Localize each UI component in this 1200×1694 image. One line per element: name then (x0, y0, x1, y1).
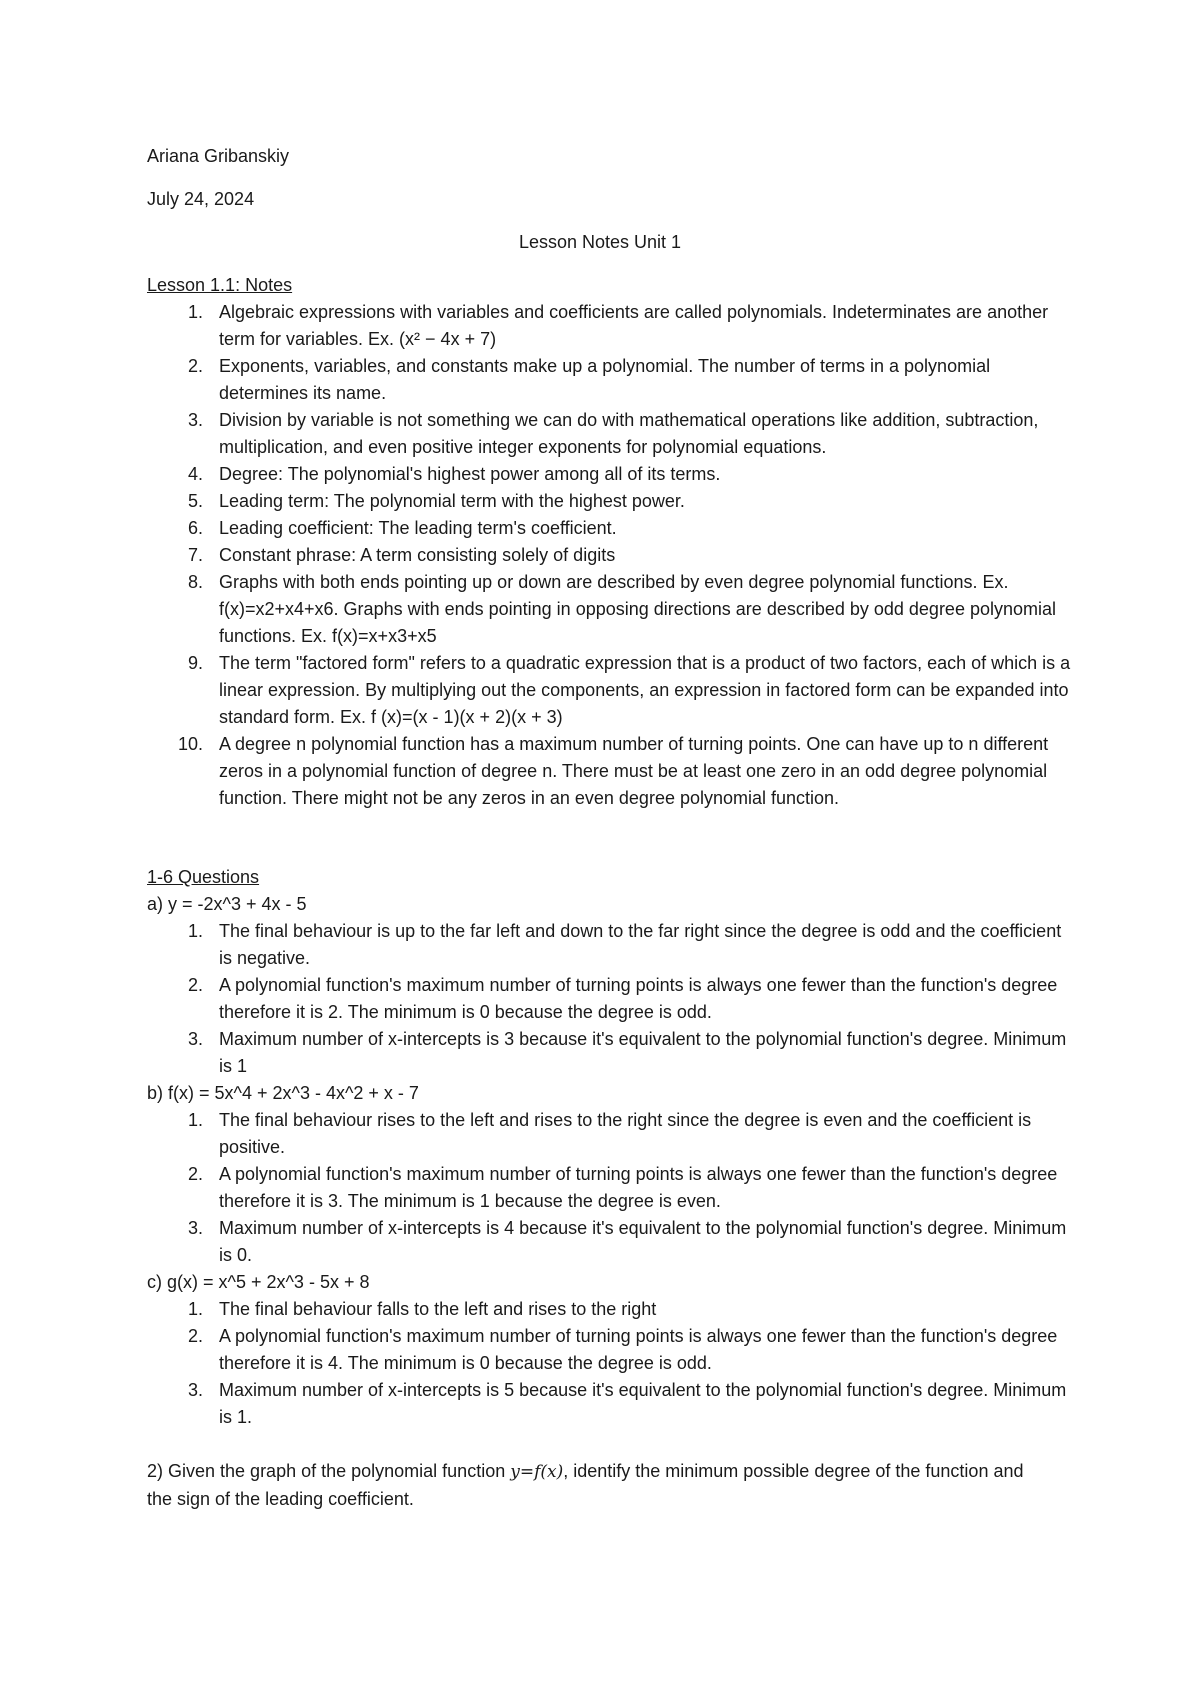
questions-heading: 1-6 Questions (147, 867, 260, 887)
list-number: 3. (187, 1218, 203, 1238)
list-item: Leading coefficient: The leading term's coefficient. (219, 518, 617, 538)
list-item: Degree: The polynomial's highest power among all of its terms. (219, 464, 721, 484)
question-b-label: b) f(x) = 5x^4 + 2x^3 - 4x^2 + x - 7 (147, 1083, 419, 1103)
list-number: 4. (187, 464, 203, 484)
list-number: 7. (187, 545, 203, 565)
list-item: A polynomial function's maximum number of turning points is always one fewer than the function's degree therefore it is 4. The minimum is 0 because the degree is odd. (219, 1326, 1058, 1373)
list-item: A polynomial function's maximum number of turning points is always one fewer than the function's degree therefore it is 2. The minimum is 0 because the degree is odd. (219, 975, 1058, 1022)
list-number: 1. (187, 921, 203, 941)
list-number: 2. (187, 1326, 203, 1346)
list-number: 1. (187, 302, 203, 322)
list-number: 6. (187, 518, 203, 538)
list-number: 1. (187, 1110, 203, 1130)
list-item: Maximum number of x-intercepts is 3 because it's equivalent to the polynomial function's degree. Minimum is 1 (219, 1029, 1067, 1076)
document-date: July 24, 2024 (147, 189, 255, 209)
list-number: 10. (177, 734, 203, 754)
list-number: 2. (187, 975, 203, 995)
question-2-text-start: 2) Given the graph of the polynomial function (147, 1461, 511, 1481)
list-item: The term "factored form" refers to a quadratic expression that is a product of two factors, each of which is a linear expression. By multiplying out the components, an expression in factored form can be expanded into standard form. Ex. f (x)=(x - 1)(x + 2)(x + 3) (219, 653, 1071, 727)
list-item: Maximum number of x-intercepts is 5 because it's equivalent to the polynomial function's degree. Minimum is 1. (219, 1380, 1067, 1427)
list-item: Division by variable is not something we can do with mathematical operations like addition, subtraction, multiplication, and even positive integer exponents for polynomial equations. (219, 410, 1039, 457)
list-number: 3. (187, 1380, 203, 1400)
list-item: A polynomial function's maximum number of turning points is always one fewer than the function's degree therefore it is 3. The minimum is 1 because the degree is even. (219, 1164, 1058, 1211)
list-item: Algebraic expressions with variables and coefficients are called polynomials. Indeterminates are another term for variables. Ex. (x² − 4x + 7) (219, 302, 1049, 349)
question-c-label: c) g(x) = x^5 + 2x^3 - 5x + 8 (147, 1272, 370, 1292)
question-a-label: a) y = -2x^3 + 4x - 5 (147, 894, 307, 914)
list-number: 3. (187, 1029, 203, 1049)
question-2 (147, 1458, 1027, 1513)
list-item: The final behaviour rises to the left and rises to the right since the degree is even and the coefficient is positive. (219, 1110, 1032, 1157)
list-number: 2. (187, 1164, 203, 1184)
list-number: 2. (187, 356, 203, 376)
author-name: Ariana Gribanskiy (147, 146, 290, 166)
list-number: 3. (187, 410, 203, 430)
list-item: The final behaviour falls to the left and rises to the right (219, 1299, 657, 1319)
list-number: 8. (187, 572, 203, 592)
list-item: A degree n polynomial function has a maximum number of turning points. One can have up to n different zeros in a polynomial function of degree n. There must be at least one zero in an odd degree polynomial function. There might not be any zeros in an even degree polynomial function. (219, 734, 1049, 808)
list-number: 1. (187, 1299, 203, 1319)
list-item: Graphs with both ends pointing up or down are described by even degree polynomial functions. Ex. f(x)=x2+x4+x6. Graphs with ends pointing in opposing directions are described by odd degree polynomial functions. Ex. f(x)=x+x3+x5 (219, 572, 1056, 646)
question-2-text-end: , identify the minimum possible degree of the function and the sign of the leading coefficient. (147, 1461, 1024, 1509)
lesson-heading: Lesson 1.1: Notes (147, 275, 293, 295)
list-number: 9. (187, 653, 203, 673)
list-item: The final behaviour is up to the far left and down to the far right since the degree is odd and the coefficient is negative. (219, 921, 1062, 968)
list-number: 5. (187, 491, 203, 511)
question-2-math: y=f(x) (510, 1462, 564, 1482)
list-item: Constant phrase: A term consisting solely of digits (219, 545, 616, 565)
list-item: Maximum number of x-intercepts is 4 because it's equivalent to the polynomial function's degree. Minimum is 0. (219, 1218, 1067, 1265)
document-title: Lesson Notes Unit 1 (518, 232, 682, 252)
list-item: Leading term: The polynomial term with the highest power. (219, 491, 685, 511)
list-item: Exponents, variables, and constants make up a polynomial. The number of terms in a polynomial determines its name. (219, 356, 991, 403)
